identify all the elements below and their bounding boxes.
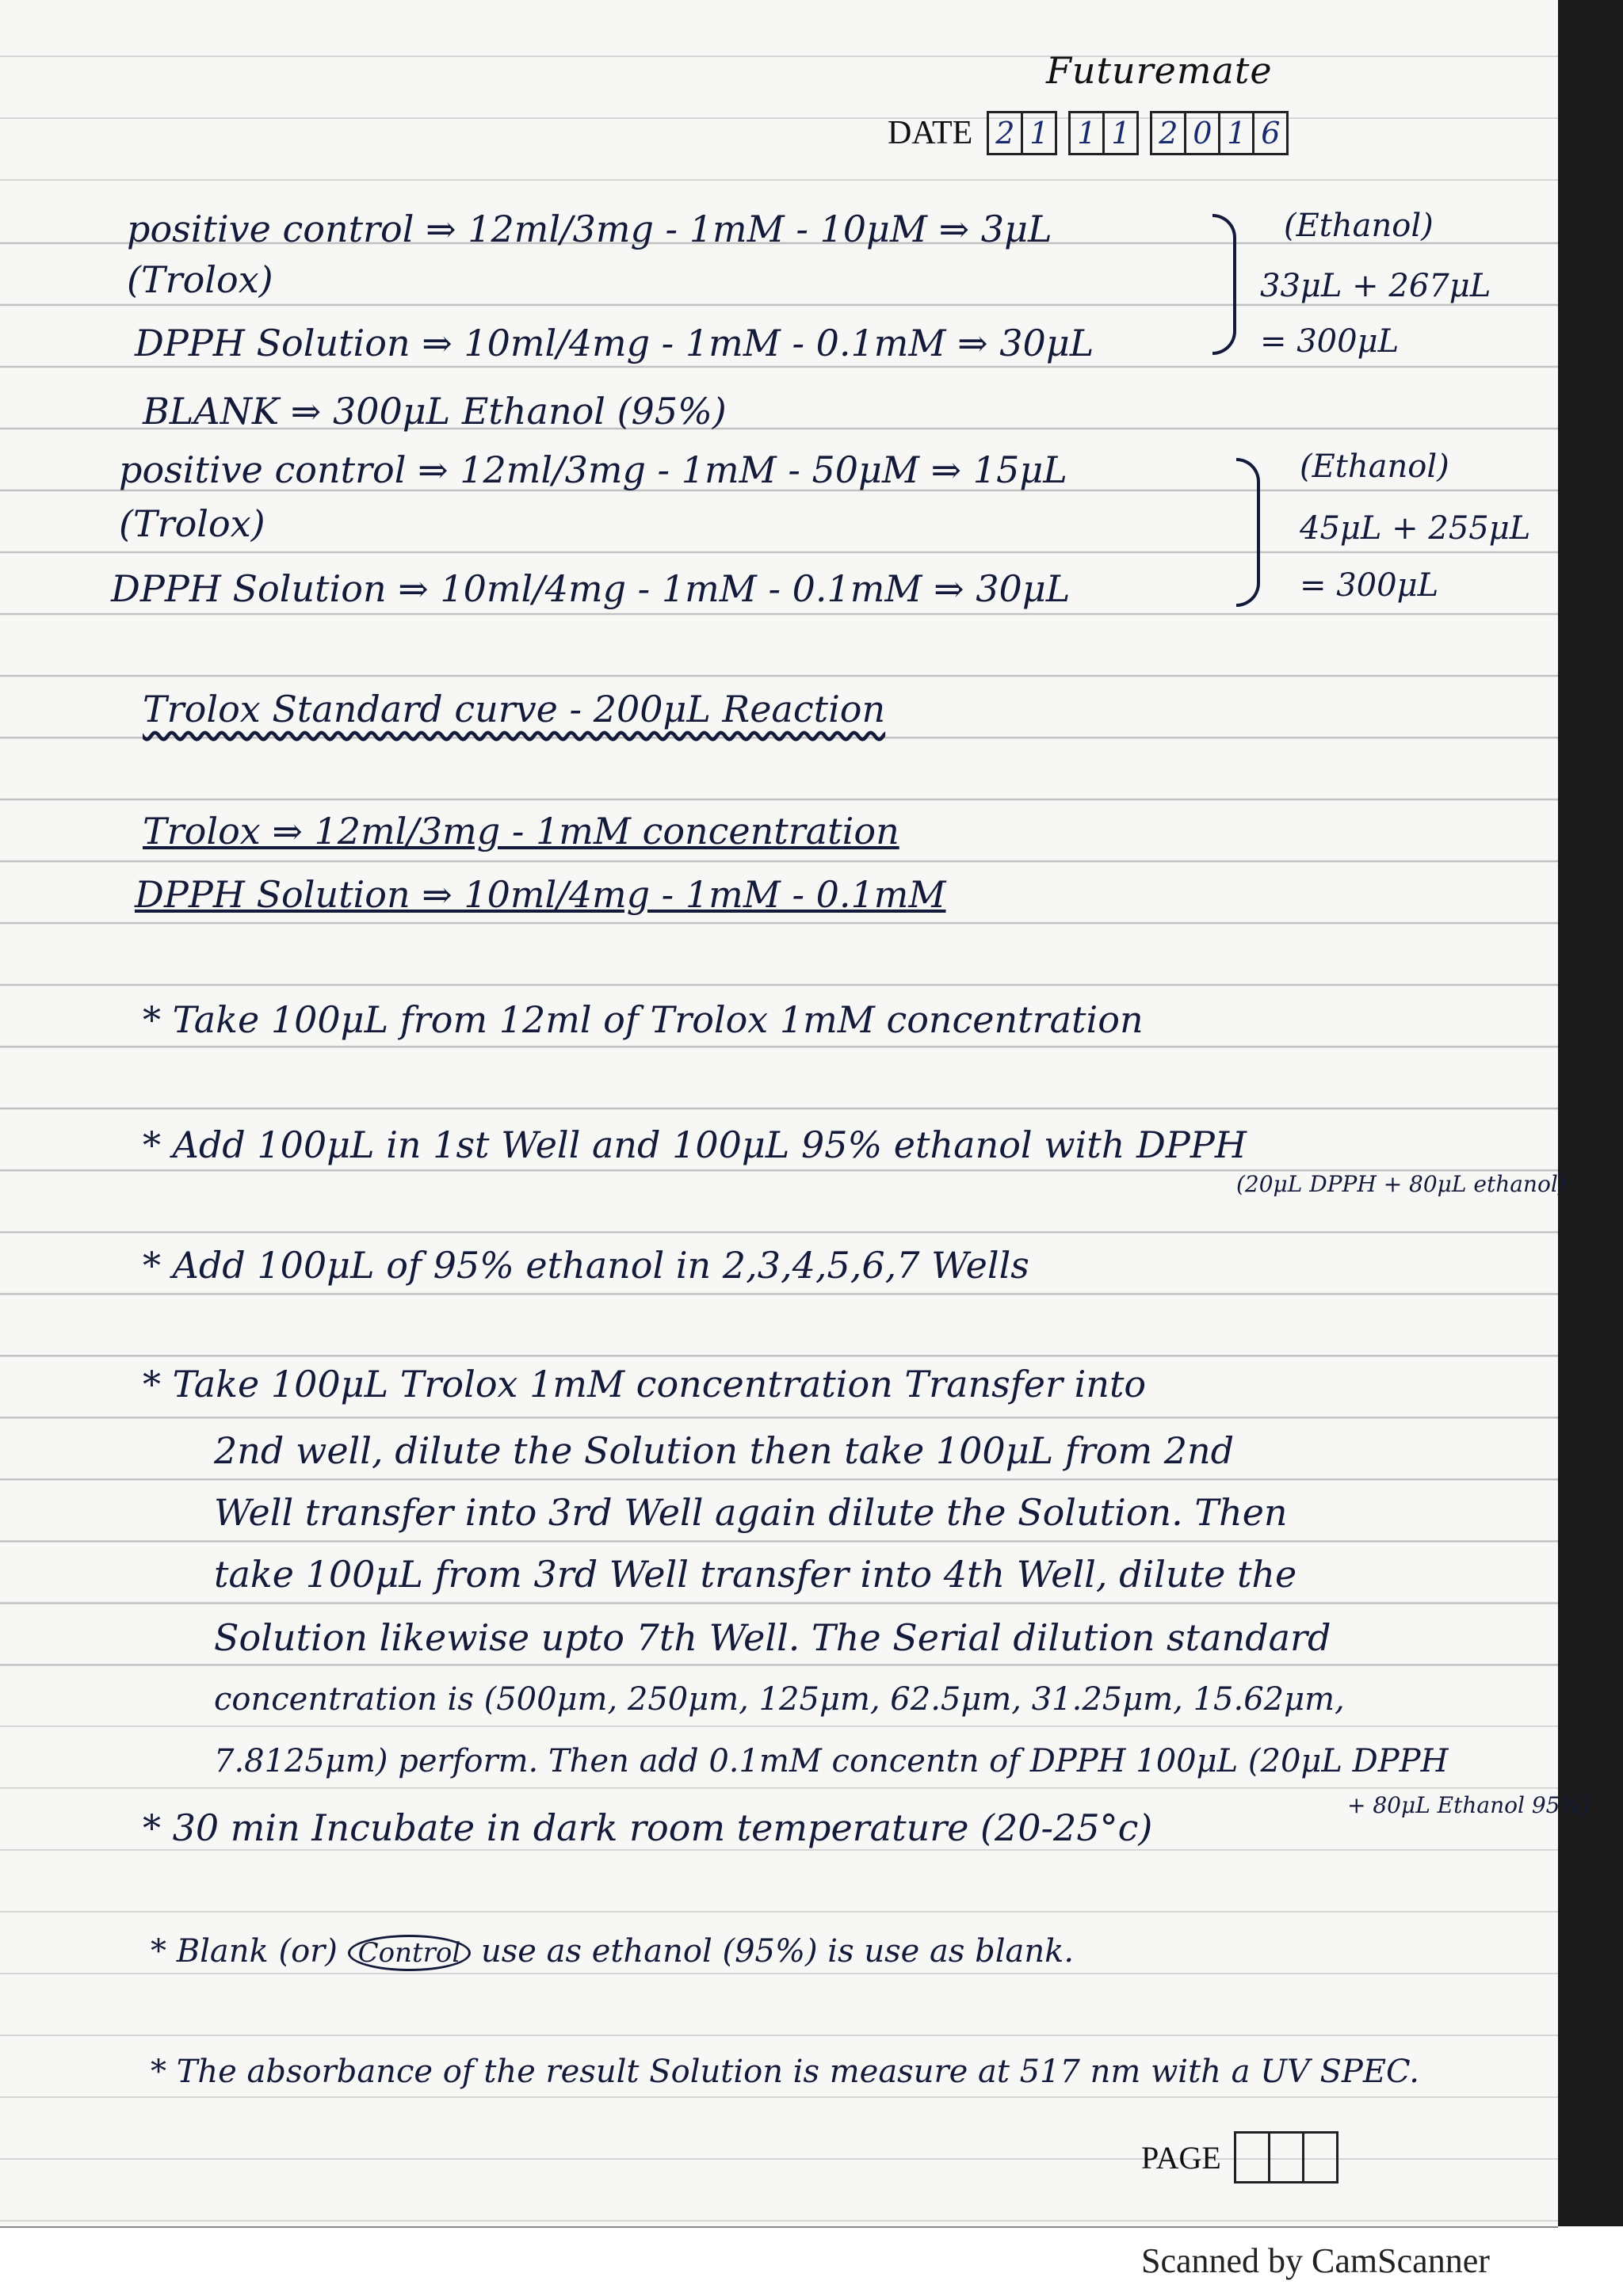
date-digit: 1 (1071, 113, 1105, 153)
block2-side1: (Ethanol) (1300, 448, 1449, 485)
page-label: PAGE (1141, 2139, 1221, 2176)
step-2: * Add 100μL in 1st Well and 100μL 95% ethanol with DPPH (143, 1123, 1247, 1166)
scanner-watermark: Scanned by CamScanner (1141, 2241, 1490, 2280)
block1-line1: positive control ⇒ 12ml/3mg - 1mM - 10μM ⇒ 3μL (127, 208, 1052, 250)
step-4-line2: 2nd well, dilute the Solution then take 100μL from 2nd (214, 1429, 1235, 1472)
date-day-box (987, 111, 1057, 155)
step-6 (151, 1933, 1074, 1971)
date-digit: 2 (1152, 113, 1186, 153)
block2-side3: = 300μL (1300, 567, 1439, 604)
brace-icon (1212, 214, 1236, 355)
block1-line2: (Trolox) (127, 258, 273, 301)
block1-line4: BLANK ⇒ 300μL Ethanol (95%) (143, 390, 727, 433)
page-digit-cell (1304, 2134, 1336, 2181)
block1-side2: 33μL + 267μL (1260, 268, 1491, 304)
date-digit: 6 (1261, 116, 1281, 151)
block1-side3: = 300μL (1260, 323, 1400, 360)
page-digit-cell (1270, 2134, 1304, 2181)
step-4-note: + 80μL Ethanol 95%) (1347, 1792, 1591, 1818)
step-4-line5: Solution likewise upto 7th Well. The Serial dilution standard (214, 1616, 1331, 1659)
date-digit: 1 (1111, 116, 1131, 151)
date-digit: 1 (1220, 113, 1254, 153)
brand-logo: Futuremate (1046, 49, 1273, 92)
section-heading: Trolox Standard curve - 200μL Reaction (143, 688, 886, 730)
step-5: * 30 min Incubate in dark room temperature (20-25°c) (143, 1806, 1153, 1849)
brace-icon (1236, 458, 1260, 607)
date-month-box (1068, 111, 1139, 155)
step-4-line4: take 100μL from 3rd Well transfer into 4th Well, dilute the (214, 1553, 1297, 1596)
date-label: DATE (888, 115, 973, 151)
step-6-suffix: use as ethanol (95%) is use as blank. (480, 1933, 1075, 1970)
block2-side2: 45μL + 255μL (1300, 510, 1531, 547)
block1-side1: (Ethanol) (1284, 208, 1434, 244)
page-number-box (1234, 2131, 1338, 2183)
date-digit: 1 (1029, 116, 1049, 151)
step-7: * The absorbance of the result Solution is measure at 517 nm with a UV SPEC. (151, 2054, 1419, 2090)
circled-word: Control (348, 1935, 472, 1971)
date-digit: 0 (1186, 113, 1220, 153)
step-6-prefix: * Blank (or) (151, 1933, 338, 1970)
trolox-line: Trolox ⇒ 12ml/3mg - 1mM concentration (143, 810, 899, 852)
step-2-note: (20μL DPPH + 80μL ethanol) (1236, 1171, 1567, 1197)
page-digit-cell (1236, 2134, 1270, 2181)
date-year-box (1150, 111, 1289, 155)
dpph-line: DPPH Solution ⇒ 10ml/4mg - 1mM - 0.1mM (135, 873, 946, 916)
step-1: * Take 100μL from 12ml of Trolox 1mM concentration (143, 998, 1144, 1041)
block2-line3: DPPH Solution ⇒ 10ml/4mg - 1mM - 0.1mM ⇒ 30μL (111, 567, 1071, 610)
block1-line3: DPPH Solution ⇒ 10ml/4mg - 1mM - 0.1mM ⇒ 30μL (135, 322, 1094, 364)
page-number-field (1141, 2131, 1338, 2183)
step-4-line3: Well transfer into 3rd Well again dilute the Solution. Then (214, 1491, 1288, 1534)
step-4-line6: concentration is (500μm, 250μm, 125μm, 62.5μm, 31.25μm, 15.62μm, (214, 1681, 1345, 1718)
step-4-line7: 7.8125μm) perform. Then add 0.1mM concentn of DPPH 100μL (20μL DPPH (214, 1743, 1449, 1779)
right-dark-edge (1558, 0, 1623, 2226)
step-4-line1: * Take 100μL Trolox 1mM concentration Transfer into (143, 1363, 1147, 1405)
block2-line2: (Trolox) (119, 502, 265, 545)
block2-line1: positive control ⇒ 12ml/3mg - 1mM - 50μM ⇒ 15μL (119, 448, 1067, 491)
step-3: * Add 100μL of 95% ethanol in 2,3,4,5,6,7 Wells (143, 1244, 1029, 1287)
date-digit: 2 (989, 113, 1023, 153)
date-field (888, 111, 1300, 155)
